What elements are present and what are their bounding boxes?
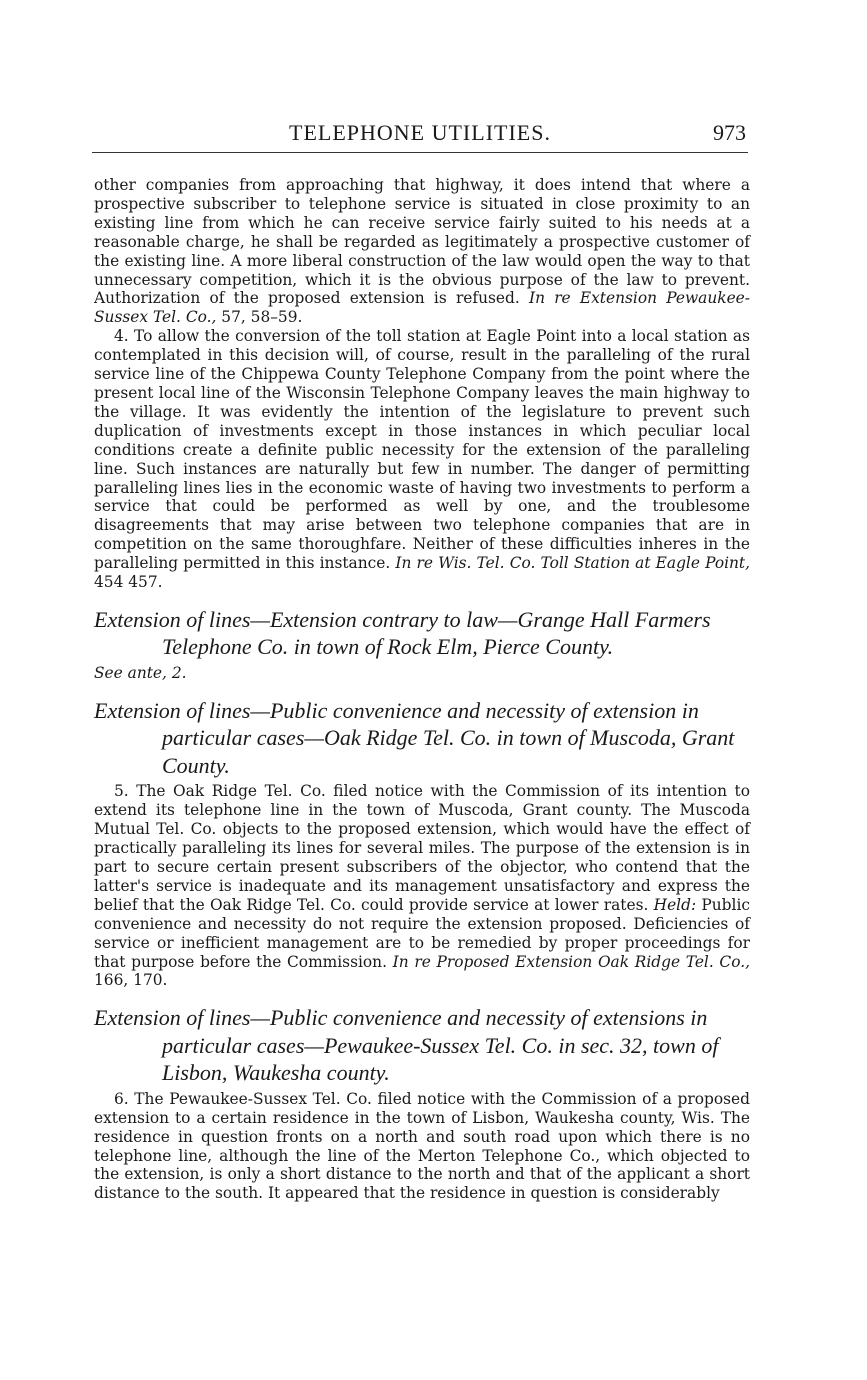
citation-pages: 454 457. xyxy=(94,573,163,592)
paragraph-5 xyxy=(94,782,750,990)
citation-pages: 57, 58–59. xyxy=(221,308,303,327)
topic-heading: Extension of lines—Extension contrary to law—Grange Hall Farmers Telephone Co. in town of Rock Elm, Pierce County. xyxy=(94,606,711,660)
paragraph-6 xyxy=(94,1090,750,1203)
paragraph-text: 4. To allow the conversion of the toll station at Eagle Point into a local station as contemplated in this decision will, of course, result in the paralleling of the rural service line of the Chippewa County Telephone Company from the point where the present local line of the Wisconsin Telephone Company leaves the main highway to the village. It was evidently the intention of the legislature to prevent such duplication of investments except in those instances in which peculiar local conditions create a definite public necessity for the extension of the paralleling line. Such instances are naturally but few in number. The danger of permitting paralleling lines lies in the economic waste of having two investments to perform a service that could be performed as well by one, and the troublesome disagreements that may arise between two telephone companies that are in competition on the same thoroughfare. Neither of these difficulties inheres in the paralleling permitted in this instance. xyxy=(94,327,750,573)
case-citation: In re Wis. Tel. Co. Toll Station at Eagle Point, xyxy=(395,554,751,573)
paragraph-text: 5. The Oak Ridge Tel. Co. filed notice with the Commission of its intention to extend its telephone line in the town of Muscoda, Grant county. The Muscoda Mutual Tel. Co. objects to the proposed extension, which would have the effect of practically paralleling its lines for several miles. The purpose of the extension is in part to secure certain present subscribers of the objector, who contend that the latter's service is inadequate and its management unsatisfactory and express the belief that the Oak Ridge Tel. Co. could provide service at lower rates. xyxy=(94,782,750,914)
see-reference: See ante, 2. xyxy=(94,663,187,682)
paragraph-text: 6. The Pewaukee-Sussex Tel. Co. filed notice with the Commission of a proposed extension to a certain residence in the town of Lisbon, Waukesha county, Wis. The residence in question fronts on a north and south road upon which there is no telephone line, although the line of the Merton Telephone Co., which objected to the extension, is only a short distance to the north and that of the applicant a short distance to the south. It appeared that the residence in question is considerably xyxy=(94,1089,750,1203)
citation-pages: 166, 170. xyxy=(94,971,168,990)
paragraph-continuation xyxy=(94,176,750,327)
paragraph-4 xyxy=(94,327,750,592)
running-title: TELEPHONE UTILITIES. xyxy=(289,120,551,145)
running-header xyxy=(92,118,748,153)
case-citation: In re Proposed Extension Oak Ridge Tel. Co., xyxy=(392,952,750,971)
topic-heading: Extension of lines—Public convenience and necessity of extension in particular cases—Oak Ridge Tel. Co. in town of Muscoda, Grant County. xyxy=(94,697,735,778)
page-body xyxy=(94,176,750,1203)
case-citation: In re Extension Pewaukee-Sussex Tel. Co., xyxy=(94,289,750,327)
held-label: Held: xyxy=(653,895,697,914)
page-number: 973 xyxy=(713,120,746,145)
paragraph-text: Public convenience and necessity do not require the extension proposed. Deficiencies of service or inefficient management are to be remedied by proper proceedings for that purpose before the Commission. xyxy=(94,895,750,971)
topic-heading: Extension of lines—Public convenience and necessity of extensions in particular cases—Pewaukee-Sussex Tel. Co. in sec. 32, town of Lisbon, Waukesha county. xyxy=(94,1005,719,1086)
paragraph-text: other companies from approaching that highway, it does intend that where a prospective subscriber to telephone service is situated in close proximity to an existing line from which he can receive service fairly suited to his needs at a reasonable charge, he shall be regarded as legitimately a prospective customer of the existing line. A more liberal construction of the law would open the way to that unnecessary competition, which it is the obvious purpose of the law to prevent. Authorization of the proposed extension is refused. xyxy=(94,176,750,308)
